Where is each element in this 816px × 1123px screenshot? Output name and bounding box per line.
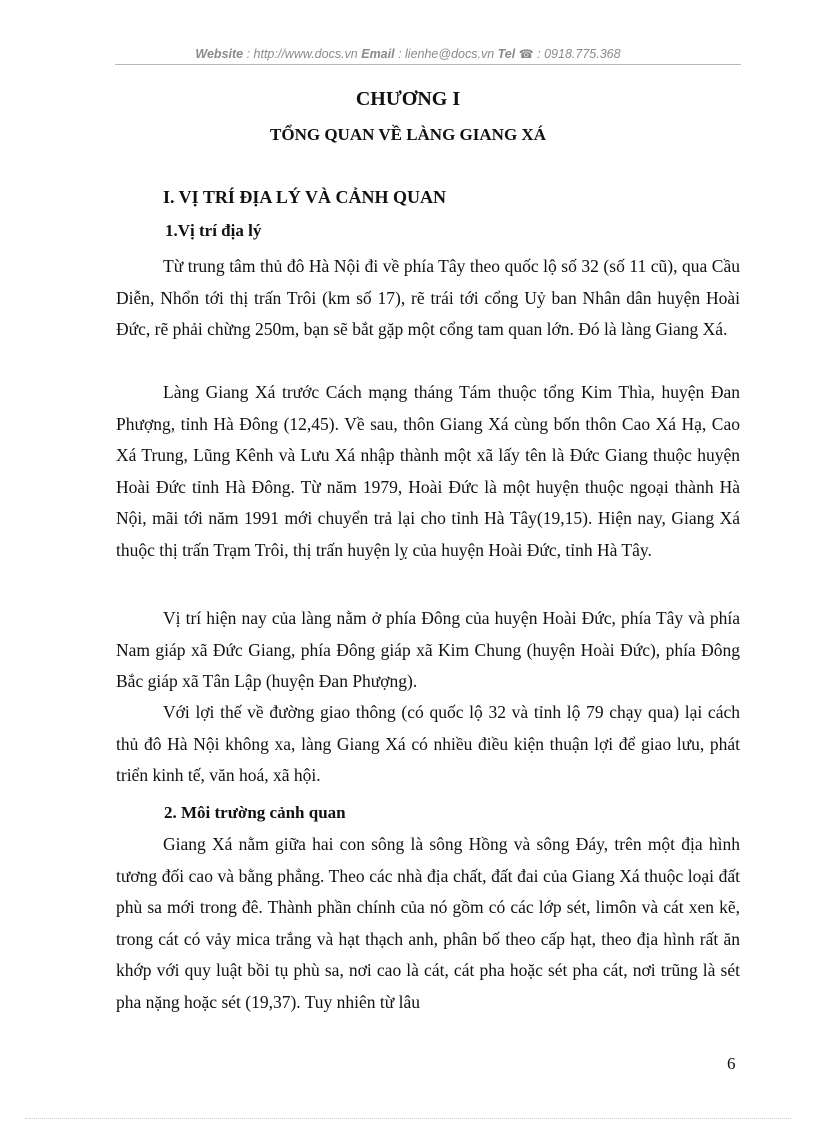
header-divider xyxy=(115,64,741,65)
page-header xyxy=(0,47,816,61)
tel-label: Tel xyxy=(497,47,516,61)
chapter-title: CHƯƠNG I xyxy=(355,88,461,110)
tel-separator: : xyxy=(533,47,545,61)
website-url-link[interactable]: http://www.docs.vn xyxy=(253,47,358,61)
page-number: 6 xyxy=(727,1054,736,1073)
subsection-heading-location: 1.Vị trí địa lý xyxy=(165,221,262,240)
email-link[interactable]: lienhe@docs.vn xyxy=(405,47,495,61)
website-label: Website xyxy=(195,47,244,61)
phone-icon: ☎ xyxy=(518,47,534,61)
tel-value: 0918.775.368 xyxy=(544,47,621,61)
chapter-subtitle: TỔNG QUAN VỀ LÀNG GIANG XÁ xyxy=(270,125,546,144)
paragraph-3: Vị trí hiện nay của làng nằm ở phía Đông của huyện Hoài Đức, phía Tây và phía Nam giáp xã Đức Giang, phía Đông giáp xã Kim Chung (huyện Hoài Đức), phía Đông Bắc giáp xã Tân Lập (huyện Đan Phượng). xyxy=(116,608,740,691)
email-label: Email xyxy=(361,47,395,61)
section-heading: I. VỊ TRÍ ĐỊA LÝ VÀ CẢNH QUAN xyxy=(163,187,447,207)
paragraph-4: Với lợi thế về đường giao thông (có quốc lộ 32 và tỉnh lộ 79 chạy qua) lại cách thủ đô Hà Nội không xa, làng Giang Xá có nhiều điều kiện thuận lợi để giao lưu, phát triển kinh tế, văn hoá, xã hội. xyxy=(116,702,740,785)
paragraph-2: Làng Giang Xá trước Cách mạng tháng Tám thuộc tổng Kim Thìa, huyện Đan Phượng, tỉnh Hà Đông (12,45). Về sau, thôn Giang Xá cùng bốn thôn Cao Xá Hạ, Cao Xá Trung, Lũng Kênh và Lưu Xá nhập thành một xã lấy tên là Đức Giang thuộc huyện Hoài Đức tỉnh Hà Đông. Từ năm 1979, Hoài Đức là một huyện thuộc ngoại thành Hà Nội, mãi tới năm 1991 mới chuyển trả lại cho tỉnh Hà Tây(19,15). Hiện nay, Giang Xá thuộc thị trấn Trạm Trôi, thị trấn huyện lỵ của huyện Hoài Đức, tỉnh Hà Tây. xyxy=(116,382,740,560)
website-separator: : xyxy=(243,47,254,61)
email-separator: : xyxy=(394,47,406,61)
subsection-heading-landscape: 2. Môi trường cảnh quan xyxy=(164,803,346,822)
paragraph-1: Từ trung tâm thủ đô Hà Nội đi về phía Tây theo quốc lộ số 32 (số 11 cũ), qua Cầu Diễn, Nhổn tới thị trấn Trôi (km số 17), rẽ trái tới cổng Uỷ ban Nhân dân huyện Hoài Đức, rẽ phải chừng 250m, bạn sẽ bắt gặp một cổng tam quan lớn. Đó là làng Giang Xá. xyxy=(116,256,740,339)
footer-divider xyxy=(25,1118,791,1119)
paragraph-5: Giang Xá nằm giữa hai con sông là sông Hồng và sông Đáy, trên một địa hình tương đối cao và bằng phẳng. Theo các nhà địa chất, đất đai của Giang Xá thuộc loại đất phù sa mới trong đê. Thành phần chính của nó gồm có các lớp sét, limôn và cát xen kẽ, trong cát có vảy mica trắng và hạt thạch anh, phân bố theo cấp hạt, theo địa hình rất ăn khớp với quy luật bồi tụ phù sa, nơi cao là cát, cát pha hoặc sét pha cát, nơi trũng là sét pha nặng hoặc sét (19,37). Tuy nhiên từ lâu xyxy=(116,834,740,1012)
